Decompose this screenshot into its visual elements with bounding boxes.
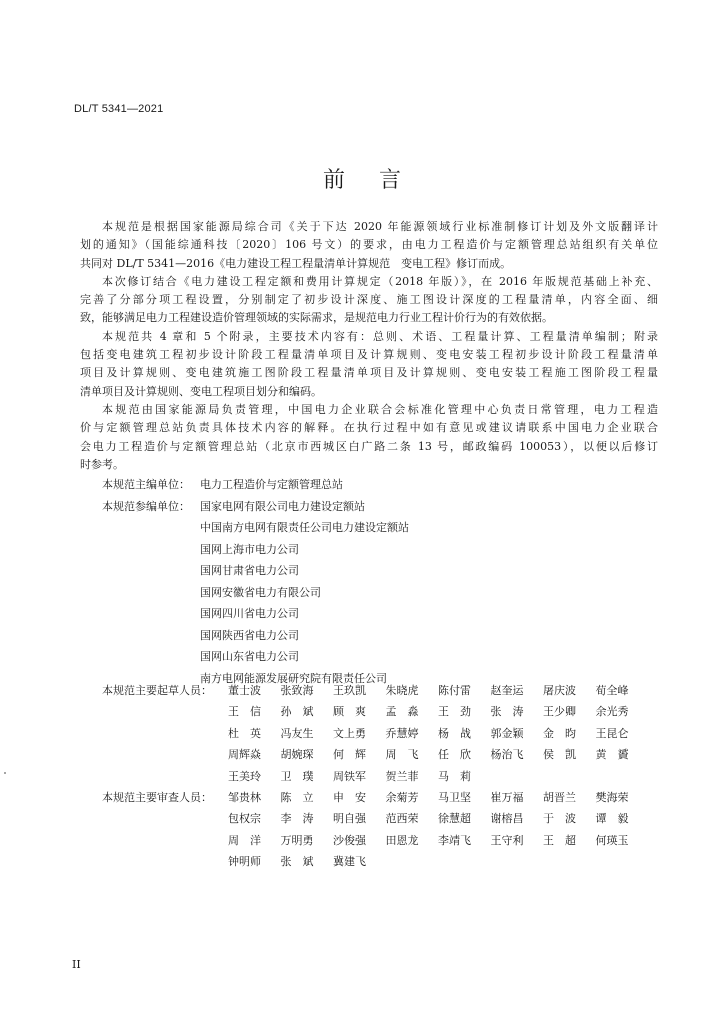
person-name: 任 欣 <box>438 748 471 762</box>
drafters-grid <box>228 680 648 787</box>
person-name: 冯友生 <box>280 726 314 740</box>
person-name: 顾 爽 <box>333 705 366 719</box>
person-name: 赵奎运 <box>490 684 524 697</box>
chief-editor-row <box>80 474 658 496</box>
person-name: 郭金颖 <box>490 726 524 740</box>
person-name: 杜 英 <box>228 726 261 740</box>
person-name: 周辉焱 <box>228 748 261 762</box>
person-name: 胡婉琛 <box>280 748 314 762</box>
participant-row <box>80 560 658 582</box>
person-name: 侯 凯 <box>543 748 576 762</box>
paragraph-line: 划的通知》（国能综通科技〔2020〕106 号文）的要求，由电力工程造价与定额管理总站组织有关单位 <box>80 238 658 252</box>
participant-unit: 国网陕西省电力公司 <box>200 628 299 642</box>
participant-row <box>80 496 658 518</box>
person-name: 谢榕昌 <box>490 812 524 826</box>
person-name: 文上勇 <box>333 726 366 740</box>
paragraph-line: 本规范是根据国家能源局综合司《关于下达 2020 年能源领域行业标准制修订计划及外文版翻译计 <box>102 220 658 233</box>
person-name: 樊海荣 <box>595 791 629 805</box>
document-body <box>80 218 658 689</box>
person-name: 钟明师 <box>228 855 261 869</box>
person-name: 沙俊强 <box>333 833 366 847</box>
person-name: 余菊芳 <box>385 791 419 805</box>
paragraph-line: 会电力工程造价与定额管理总站（北京市西城区白广路二条 13 号，邮政编码 100053），以便以后修订 <box>80 439 658 453</box>
person-name: 于 波 <box>543 812 576 826</box>
participant-unit: 国家电网有限公司电力建设定额站 <box>200 499 365 513</box>
chief-editor-label: 本规范主编单位： <box>102 478 190 492</box>
person-name: 张致海 <box>280 684 314 697</box>
paragraph-line: 项目及计算规则、变电建筑施工图阶段工程量清单项目及计算规则、变电安装工程施工图阶段工程量 <box>80 366 658 380</box>
participant-row <box>80 539 658 561</box>
standard-code: DL/T 5341—2021 <box>74 103 164 115</box>
person-name: 包权宗 <box>228 812 261 826</box>
drafters-label: 本规范主要起草人员： <box>102 684 212 697</box>
person-name: 田恩龙 <box>385 833 419 847</box>
participant-row <box>80 517 658 539</box>
person-name: 王 劲 <box>438 705 471 719</box>
person-name: 孟 淼 <box>385 705 419 719</box>
person-name: 何瑛玉 <box>595 833 629 847</box>
person-name: 胡晋兰 <box>543 791 576 805</box>
person-name: 余光秀 <box>595 705 629 719</box>
person-name: 马卫坚 <box>438 791 471 805</box>
person-name: 万明勇 <box>280 833 314 847</box>
page-number: II <box>72 958 81 971</box>
person-name: 张 斌 <box>280 855 314 869</box>
paragraph-line: 完善了分部分项工程设置，分别制定了初步设计深度、施工图设计深度的工程量清单，内容全面、细 <box>80 293 658 307</box>
paragraph-3 <box>80 328 658 401</box>
participant-unit: 国网山东省电力公司 <box>200 650 299 664</box>
person-name: 卫 璞 <box>280 769 314 783</box>
participant-unit: 南方电网能源发展研究院有限责任公司 <box>200 671 387 685</box>
person-name: 徐慧超 <box>438 812 471 826</box>
person-name: 杨治飞 <box>490 748 524 762</box>
paragraph-line: 共同对 DL/T 5341—2016《电力建设工程工程量清单计算规范 变电工程》修订而成。 <box>80 256 512 270</box>
participant-row <box>80 603 658 625</box>
person-name: 王 超 <box>543 833 576 847</box>
paragraph-1 <box>80 218 658 273</box>
roster <box>80 680 648 873</box>
reviewers-group <box>80 787 648 873</box>
person-name: 张 涛 <box>490 705 524 719</box>
person-name: 冀建飞 <box>333 855 366 869</box>
person-name: 孙 斌 <box>280 705 314 719</box>
participants-label: 本规范参编单位： <box>102 499 190 513</box>
person-name: 崔万福 <box>490 791 524 805</box>
person-name: 王少卿 <box>543 705 576 719</box>
person-name: 周 飞 <box>385 748 419 762</box>
participant-row <box>80 646 658 668</box>
participant-unit: 国网安徽省电力有限公司 <box>200 585 321 599</box>
person-name: 荀全峰 <box>595 684 629 697</box>
person-name: 谭 毅 <box>595 812 629 826</box>
paragraph-line: 包括变电建筑工程初步设计阶段工程量清单项目及计算规则、变电安装工程初步设计阶段工程量清单 <box>80 348 658 362</box>
person-name: 明自强 <box>333 812 366 826</box>
person-name: 董士波 <box>228 684 261 697</box>
person-name: 陈付雷 <box>438 684 471 697</box>
reviewers-grid <box>228 787 648 873</box>
person-name: 黄 贇 <box>595 748 629 762</box>
drafters-group <box>80 680 648 787</box>
person-name: 朱晓虎 <box>385 684 419 697</box>
scan-speck <box>4 772 6 774</box>
person-name: 申 安 <box>333 791 366 805</box>
person-name: 贺兰菲 <box>385 769 419 783</box>
participant-unit: 国网甘肃省电力公司 <box>200 564 299 578</box>
paragraph-line: 价与定额管理总站负责具体技术内容的解释。在执行过程中如有意见或建议请联系中国电力企业联合 <box>80 421 658 435</box>
participant-unit: 中国南方电网有限责任公司电力建设定额站 <box>200 521 409 535</box>
person-name: 王守利 <box>490 833 524 847</box>
participant-row <box>80 625 658 647</box>
participant-unit: 国网四川省电力公司 <box>200 607 299 621</box>
person-name: 王玖凯 <box>333 684 366 697</box>
person-name: 李靖飞 <box>438 833 471 847</box>
person-name: 屠庆波 <box>543 684 576 697</box>
person-name: 王昆仑 <box>595 726 629 740</box>
paragraph-line: 本次修订结合《电力建设工程定额和费用计算规定（2018 年版）》，在 2016 年版规范基础上补充、 <box>102 274 658 288</box>
person-name: 金 昀 <box>543 726 576 740</box>
person-name: 乔慧婷 <box>385 726 419 740</box>
person-name: 陈 立 <box>280 791 314 805</box>
paragraph-4 <box>80 401 658 474</box>
reviewers-label: 本规范主要审查人员： <box>102 791 212 805</box>
participant-row <box>80 582 658 604</box>
paragraph-line: 本规范由国家能源局负责管理，中国电力企业联合会标准化管理中心负责日常管理，电力工程造 <box>102 402 658 416</box>
page-title: 前言 <box>322 168 435 193</box>
person-name: 王 信 <box>228 705 261 719</box>
person-name: 周 洋 <box>228 833 261 847</box>
paragraph-line: 致，能够满足电力工程建设造价管理领域的实际需求，是规范电力行业工程计价行为的有效依据。 <box>80 311 553 325</box>
person-name: 李 涛 <box>280 812 314 826</box>
participant-unit: 国网上海市电力公司 <box>200 542 299 556</box>
person-name: 王美玲 <box>228 769 261 783</box>
chief-editor-value: 电力工程造价与定额管理总站 <box>200 478 343 492</box>
person-name: 周铁军 <box>333 769 366 783</box>
paragraph-2 <box>80 273 658 328</box>
paragraph-line: 时参考。 <box>80 457 124 471</box>
paragraph-line: 本规范共 4 章和 5 个附录，主要技术内容有：总则、术语、工程量计算、工程量清单编制；附录 <box>102 329 658 343</box>
paragraph-line: 清单项目及计算规则、变电工程项目划分和编码。 <box>80 384 322 398</box>
person-name: 范西荣 <box>385 812 419 826</box>
person-name: 马 莉 <box>438 769 471 783</box>
person-name: 邹贵林 <box>228 791 261 805</box>
person-name: 何 辉 <box>333 748 366 762</box>
person-name: 杨 战 <box>438 726 471 740</box>
